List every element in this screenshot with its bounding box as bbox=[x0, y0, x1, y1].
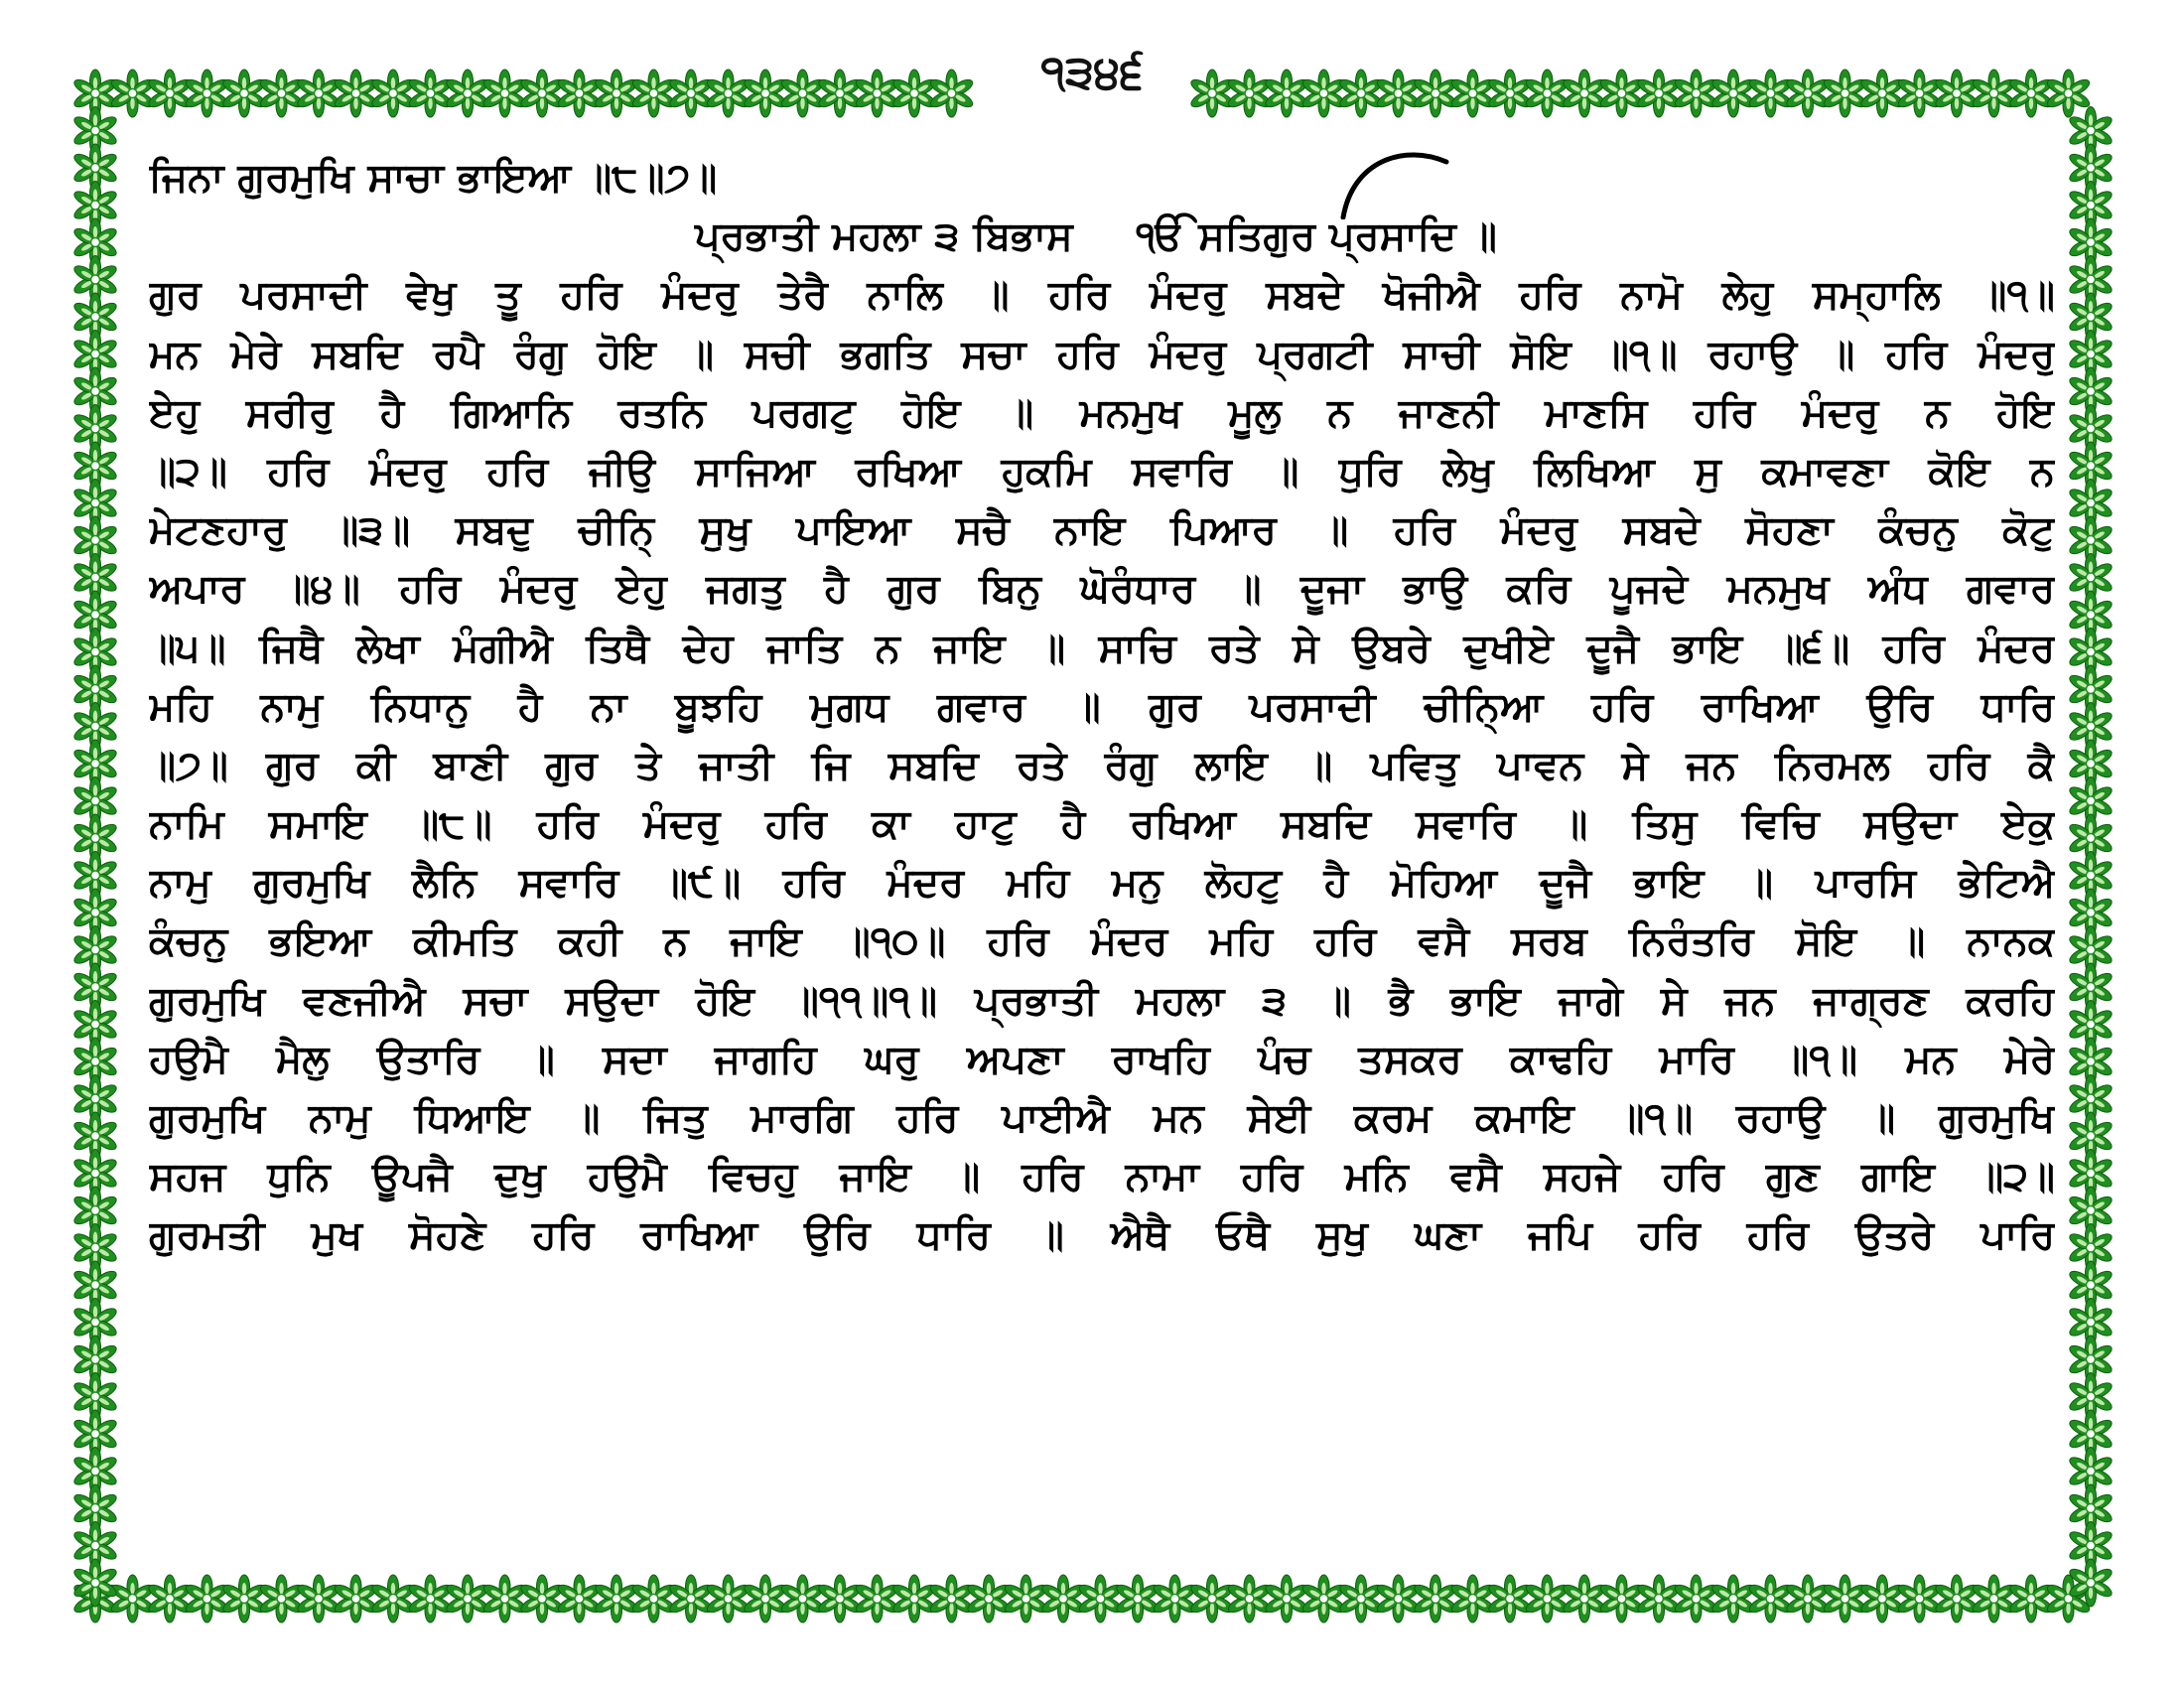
verse-line: ਅਪਾਰ ॥੪॥ ਹਰਿ ਮੰਦਰੁ ਏਹੁ ਜਗਤੁ ਹੈ ਗੁਰ ਬਿਨੁ ਘੋਰੰਧਾਰ ॥ ਦੂਜਾ ਭਾਉ ਕਰਿ ਪੂਜਦੇ ਮਨਮੁਖ ਅੰਧ ਗਵਾਰ bbox=[149, 566, 2055, 613]
flower-icon bbox=[109, 1575, 156, 1622]
flower-icon bbox=[1412, 1575, 1458, 1622]
flower-icon bbox=[1486, 1575, 1533, 1622]
flower-icon bbox=[1561, 1575, 1607, 1622]
flower-icon bbox=[556, 1575, 603, 1622]
section-heading bbox=[149, 208, 2055, 266]
flower-icon bbox=[816, 1575, 863, 1622]
flower-icon bbox=[333, 1575, 379, 1622]
verse-line: ਕੰਚਨੁ ਭਇਆ ਕੀਮਤਿ ਕਹੀ ਨ ਜਾਇ ॥੧੦॥ ਹਰਿ ਮੰਦਰ ਮਹਿ ਹਰਿ ਵਸੈ ਸਰਬ ਨਿਰੰਤਰਿ ਸੋਇ ॥ ਨਾਨਕ bbox=[149, 918, 2055, 965]
flower-icon bbox=[295, 1575, 341, 1622]
flower-icon bbox=[1709, 1575, 1756, 1622]
flower-icon bbox=[1263, 1575, 1309, 1622]
verse-line: ॥੫॥ ਜਿਥੈ ਲੇਖਾ ਮੰਗੀਐ ਤਿਥੈ ਦੇਹ ਜਾਤਿ ਨ ਜਾਇ ॥ ਸਾਚਿ ਰਤੇ ਸੇ ਉਬਰੇ ਦੁਖੀਏ ਦੂਜੈ ਭਾਇ ॥੬॥ ਹਰਿ ਮੰਦਰ bbox=[149, 625, 2055, 671]
flower-icon bbox=[1747, 1575, 1794, 1622]
flower-icon bbox=[444, 1575, 490, 1622]
verse-lines bbox=[149, 266, 2055, 1265]
heading-invocation: ੴ ਸਤਿਗੁਰ ਪ੍ਰਸਾਦਿ ॥ bbox=[1136, 213, 1497, 260]
flower-icon bbox=[481, 1575, 528, 1622]
flower-icon bbox=[1152, 1575, 1198, 1622]
verse-line: ਨਾਮਿ ਸਮਾਇ ॥੮॥ ਹਰਿ ਮੰਦਰੁ ਹਰਿ ਕਾ ਹਾਟੁ ਹੈ ਰਖਿਆ ਸਬਦਿ ਸਵਾਰਿ ॥ ਤਿਸੁ ਵਿਚਿ ਸਉਦਾ ਏਕੁ bbox=[149, 801, 2055, 848]
verse-line: ॥੭॥ ਗੁਰ ਕੀ ਬਾਣੀ ਗੁਰ ਤੇ ਜਾਤੀ ਜਿ ਸਬਦਿ ਰਤੇ ਰੰਗੁ ਲਾਇ ॥ ਪਵਿਤੁ ਪਾਵਨ ਸੇ ਜਨ ਨਿਰਮਲ ਹਰਿ ਕੈ bbox=[149, 742, 2055, 788]
flower-icon bbox=[146, 1575, 193, 1622]
verse-line: ॥੨॥ ਹਰਿ ਮੰਦਰੁ ਹਰਿ ਜੀਉ ਸਾਜਿਆ ਰਖਿਆ ਹੁਕਮਿ ਸਵਾਰਿ ॥ ਧੁਰਿ ਲੇਖੁ ਲਿਖਿਆ ਸੁ ਕਮਾਵਣਾ ਕੋਇ ਨ bbox=[149, 448, 2055, 494]
first-line: ਜਿਨਾ ਗੁਰਮੁਖਿ ਸਾਚਾ ਭਾਇਆ ॥੮॥੭॥ bbox=[149, 155, 718, 201]
flower-icon bbox=[1003, 1575, 1049, 1622]
flower-icon bbox=[2007, 1575, 2054, 1622]
flower-icon bbox=[1971, 1575, 2017, 1622]
flower-icon bbox=[667, 1575, 714, 1622]
flower-icon bbox=[1300, 1575, 1347, 1622]
flower-icon bbox=[1635, 1575, 1682, 1622]
flower-icon bbox=[1896, 1575, 1943, 1622]
verse-line: ਹਉਮੈ ਮੈਲੁ ਉਤਾਰਿ ॥ ਸਦਾ ਜਾਗਹਿ ਘਰੁ ਅਪਣਾ ਰਾਖਹਿ ਪੰਚ ਤਸਕਰ ਕਾਢਹਿ ਮਾਰਿ ॥੧॥ ਮਨ ਮੇਰੇ bbox=[149, 1036, 2055, 1082]
verse-line: ਮਹਿ ਨਾਮੁ ਨਿਧਾਨੁ ਹੈ ਨਾ ਬੂਝਹਿ ਮੁਗਧ ਗਵਾਰ ॥ ਗੁਰ ਪਰਸਾਦੀ ਚੀਨਿ੍ਆ ਹਰਿ ਰਾਖਿਆ ਉਰਿ ਧਾਰਿ bbox=[149, 683, 2055, 730]
flower-icon bbox=[779, 1575, 826, 1622]
flower-icon bbox=[965, 1575, 1012, 1622]
flower-icon bbox=[1226, 1575, 1273, 1622]
flower-icon bbox=[1077, 1575, 1124, 1622]
verse-line: ਸਹਜ ਧੁਨਿ ਊਪਜੈ ਦੁਖੁ ਹਉਮੈ ਵਿਚਹੁ ਜਾਇ ॥ ਹਰਿ ਨਾਮਾ ਹਰਿ ਮਨਿ ਵਸੈ ਸਹਜੇ ਹਰਿ ਗੁਣ ਗਾਇ ॥੨॥ bbox=[149, 1154, 2055, 1200]
flower-icon bbox=[593, 1575, 639, 1622]
flower-icon bbox=[258, 1575, 305, 1622]
verse-line: ਗੁਰ ਪਰਸਾਦੀ ਵੇਖੁ ਤੂ ਹਰਿ ਮੰਦਰੁ ਤੇਰੈ ਨਾਲਿ ॥ ਹਰਿ ਮੰਦਰੁ ਸਬਦੇ ਖੋਜੀਐ ਹਰਿ ਨਾਮੋ ਲੇਹੁ ਸਮ੍ਹਾਲਿ ॥੧॥ bbox=[149, 272, 2055, 319]
flower-icon bbox=[1188, 1575, 1235, 1622]
flower-icon bbox=[518, 1575, 565, 1622]
flower-icon bbox=[1524, 1575, 1570, 1622]
flower-icon bbox=[220, 1575, 267, 1622]
scripture-text bbox=[149, 149, 2055, 1266]
verse-line: ਮਨ ਮੇਰੇ ਸਬਦਿ ਰਪੈ ਰੰਗੁ ਹੋਇ ॥ ਸਚੀ ਭਗਤਿ ਸਚਾ ਹਰਿ ਮੰਦਰੁ ਪ੍ਰਗਟੀ ਸਾਚੀ ਸੋਇ ॥੧॥ ਰਹਾਉ ॥ ਹਰਿ ਮੰਦਰੁ bbox=[149, 331, 2055, 377]
flower-icon bbox=[1933, 1575, 1979, 1622]
flower-icon bbox=[742, 1575, 788, 1622]
flower-icon bbox=[630, 1575, 677, 1622]
flower-icon bbox=[1039, 1575, 1086, 1622]
flower-icon bbox=[705, 1575, 751, 1622]
flower-icon bbox=[1375, 1575, 1422, 1622]
flower-icon bbox=[1822, 1575, 1868, 1622]
flower-icon bbox=[1598, 1575, 1645, 1622]
flower-icon bbox=[407, 1575, 454, 1622]
verse-line: ਗੁਰਮੁਖਿ ਵਣਜੀਐ ਸਚਾ ਸਉਦਾ ਹੋਇ ॥੧੧॥੧॥ ਪ੍ਰਭਾਤੀ ਮਹਲਾ ੩ ॥ ਭੈ ਭਾਇ ਜਾਗੇ ਸੇ ਜਨ ਜਾਗ੍ਰਣ ਕਰਹਿ bbox=[149, 977, 2055, 1024]
verse-line: ਗੁਰਮੁਖਿ ਨਾਮੁ ਧਿਆਇ ॥ ਜਿਤੁ ਮਾਰਗਿ ਹਰਿ ਪਾਈਐ ਮਨ ਸੇਈ ਕਰਮ ਕਮਾਇ ॥੧॥ ਰਹਾਉ ॥ ਗੁਰਮੁਖਿ bbox=[149, 1095, 2055, 1141]
flower-icon bbox=[1114, 1575, 1160, 1622]
flower-icon bbox=[928, 1575, 975, 1622]
flower-icon bbox=[184, 1575, 230, 1622]
flower-icon bbox=[1449, 1575, 1496, 1622]
flower-icon bbox=[1673, 1575, 1719, 1622]
verse-line: ਨਾਮੁ ਗੁਰਮੁਖਿ ਲੈਨਿ ਸਵਾਰਿ ॥੯॥ ਹਰਿ ਮੰਦਰ ਮਹਿ ਮਨੁ ਲੋਹਟੁ ਹੈ ਮੋਹਿਆ ਦੂਜੈ ਭਾਇ ॥ ਪਾਰਸਿ ਭੇਟਿਐ bbox=[149, 860, 2055, 907]
verse-line: ਮੇਟਣਹਾਰੁ ॥੩॥ ਸਬਦੁ ਚੀਨਿ੍ ਸੁਖੁ ਪਾਇਆ ਸਚੈ ਨਾਇ ਪਿਆਰ ॥ ਹਰਿ ਮੰਦਰੁ ਸਬਦੇ ਸੋਹਣਾ ਕੰਚਨੁ ਕੋਟੁ bbox=[149, 507, 2055, 554]
flower-icon bbox=[1784, 1575, 1831, 1622]
flower-icon bbox=[71, 1559, 118, 1607]
flower-icon bbox=[890, 1575, 937, 1622]
flower-icon bbox=[1337, 1575, 1384, 1622]
flower-icon bbox=[369, 1575, 416, 1622]
verse-line: ਗੁਰਮਤੀ ਮੁਖ ਸੋਹਣੇ ਹਰਿ ਰਾਖਿਆ ਉਰਿ ਧਾਰਿ ॥ ਐਥੈ ਓਥੈ ਸੁਖੁ ਘਣਾ ਜਪਿ ਹਰਿ ਹਰਿ ਉਤਰੇ ਪਾਰਿ bbox=[149, 1212, 2055, 1259]
verse-line: ਏਹੁ ਸਰੀਰੁ ਹੈ ਗਿਆਨਿ ਰਤਨਿ ਪਰਗਟੁ ਹੋਇ ॥ ਮਨਮੁਖ ਮੂਲੁ ਨ ਜਾਣਨੀ ਮਾਣਸਿ ਹਰਿ ਮੰਦਰੁ ਨ ਹੋਇ bbox=[149, 389, 2055, 436]
flower-icon bbox=[1858, 1575, 1905, 1622]
page-number: ੧੩੪੬ bbox=[0, 42, 2184, 101]
flower-icon bbox=[854, 1575, 900, 1622]
heading-title: ਪ੍ਰਭਾਤੀ ਮਹਲਾ ੩ ਬਿਭਾਸ bbox=[695, 213, 1073, 260]
